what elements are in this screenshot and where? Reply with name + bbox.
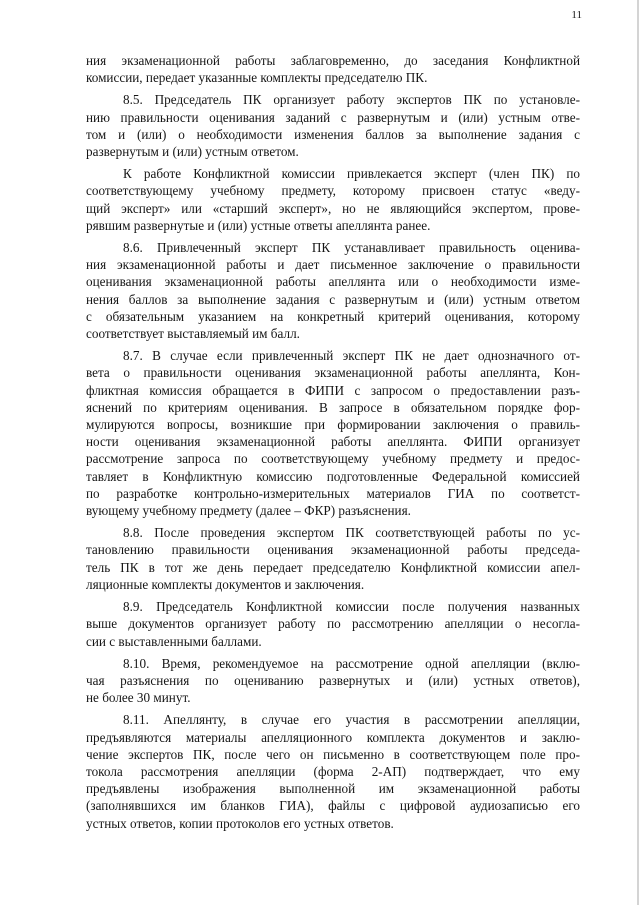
- text-line: (заполнявшихся им бланков ГИА), файлы с цифровой аудиозаписью его: [86, 798, 580, 814]
- paragraph-8-5: [86, 91, 580, 160]
- text-line: 8.5. Председатель ПК организует работу экспертов ПК по установле-: [123, 92, 580, 108]
- text-line: 8.9. Председатель Конфликтной комиссии после получения названных: [123, 599, 580, 615]
- text-line: ния экзаменационной работы и дает письменное заключение о правильности: [86, 257, 580, 273]
- text-line: рассмотрение запроса по соответствующему учебному предмету и предос-: [86, 451, 580, 467]
- text-line: выше документов организует работу по рассмотрению апелляции о несогла-: [86, 616, 580, 632]
- paragraph-8-9: [86, 598, 580, 650]
- text-line: 8.7. В случае если привлеченный эксперт ПК не дает однозначного от-: [123, 348, 580, 364]
- text-line: 8.10. Время, рекомендуемое на рассмотрение одной апелляции (вклю-: [123, 655, 580, 671]
- paragraph-8-6: [86, 239, 580, 342]
- text-line: ляционные комплекты документов и заключения.: [86, 576, 365, 592]
- text-line: мулируются вопросы, возникшие при формировании заключения о правиль-: [86, 417, 580, 433]
- text-line: комиссии, передает указанные комплекты председателю ПК.: [86, 70, 428, 86]
- text-line: фликтная комиссия обращается в ФИПИ с запросом о предоставлении разъ-: [86, 382, 580, 398]
- paragraph-8-8: [86, 524, 580, 593]
- text-line: нения баллов за выполнение задания с развернутым и (или) устным ответом: [86, 291, 580, 307]
- text-line: с обязательным указанием на конкретный критерий оценивания, которому: [86, 308, 580, 324]
- text-line: яснений по критериям оценивания. В запросе в обязательном порядке фор-: [86, 399, 580, 415]
- text-line: развернутым и (или) устным ответом.: [86, 144, 299, 160]
- text-line: том и (или) о необходимости изменения баллов за выполнение задания с: [86, 126, 580, 142]
- document-body: [86, 52, 580, 832]
- text-line: 8.6. Привлеченный эксперт ПК устанавливает правильность оценива-: [123, 240, 580, 256]
- text-line: вующему учебному предмету (далее – ФКР) разъяснения.: [86, 503, 411, 519]
- text-line: К работе Конфликтной комиссии привлекается эксперт (член ПК) по: [123, 166, 580, 182]
- text-line: тановлению правильности оценивания экзаменационной работы председа-: [86, 542, 580, 558]
- text-line: ния экзаменационной работы заблаговременно, до заседания Конфликтной: [86, 53, 580, 68]
- text-line: щий эксперт» или «старший эксперт», но не являющийся экспертом, прове-: [86, 200, 580, 216]
- text-line: чение экспертов ПК, после чего он письменно в соответствующем поле про-: [86, 746, 580, 762]
- text-line: устных ответов, копии протоколов его устных ответов.: [86, 815, 394, 831]
- text-line: сии с выставленными баллами.: [86, 633, 262, 649]
- text-line: чая разъяснения по оцениванию развернутых и (или) устных ответов),: [86, 672, 580, 688]
- text-line: не более 30 минут.: [86, 690, 191, 706]
- text-line: токола рассмотрения апелляции (форма 2-АП) подтверждает, что ему: [86, 763, 580, 779]
- text-line: предъявлены изображения выполненной им экзаменационной работы: [86, 781, 580, 797]
- text-line: нию правильности оценивания заданий с развернутым и (или) устным отве-: [86, 109, 580, 125]
- text-line: оценивания экзаменационной работы апеллянта или о необходимости изме-: [86, 274, 580, 290]
- paragraph-8-11: [86, 711, 580, 831]
- text-line: рявшим развернутые и (или) устные ответы апеллянта ранее.: [86, 217, 431, 233]
- text-line: соответствует выставляемый им балл.: [86, 326, 300, 342]
- paragraph-continuation: [86, 52, 580, 86]
- text-line: тель ПК в тот же день передает председателю Конфликтной комиссии апел-: [86, 559, 580, 575]
- text-line: вета о правильности оценивания экзаменационной работы апеллянта, Кон-: [86, 365, 580, 381]
- paragraph-8-10: [86, 655, 580, 707]
- text-line: предъявляются материалы апелляционного комплекта документов и заклю-: [86, 729, 580, 745]
- text-line: по разработке контрольно-измерительных материалов ГИА по соответст-: [86, 485, 580, 501]
- text-line: 8.8. После проведения экспертом ПК соответствующей работы по ус-: [123, 525, 580, 541]
- text-line: тавляет в Конфликтную комиссию подготовленные Федеральной комиссией: [86, 468, 580, 484]
- text-line: соответствующему учебному предмету, которому присвоен статус «веду-: [86, 183, 580, 199]
- text-line: ности оценивания экзаменационной работы апеллянта. ФИПИ организует: [86, 434, 580, 450]
- text-line: 8.11. Апеллянту, в случае его участия в рассмотрении апелляции,: [123, 712, 580, 728]
- paragraph-8-7: [86, 347, 580, 519]
- page-number: 11: [571, 9, 582, 21]
- paragraph-expert-involvement: [86, 165, 580, 234]
